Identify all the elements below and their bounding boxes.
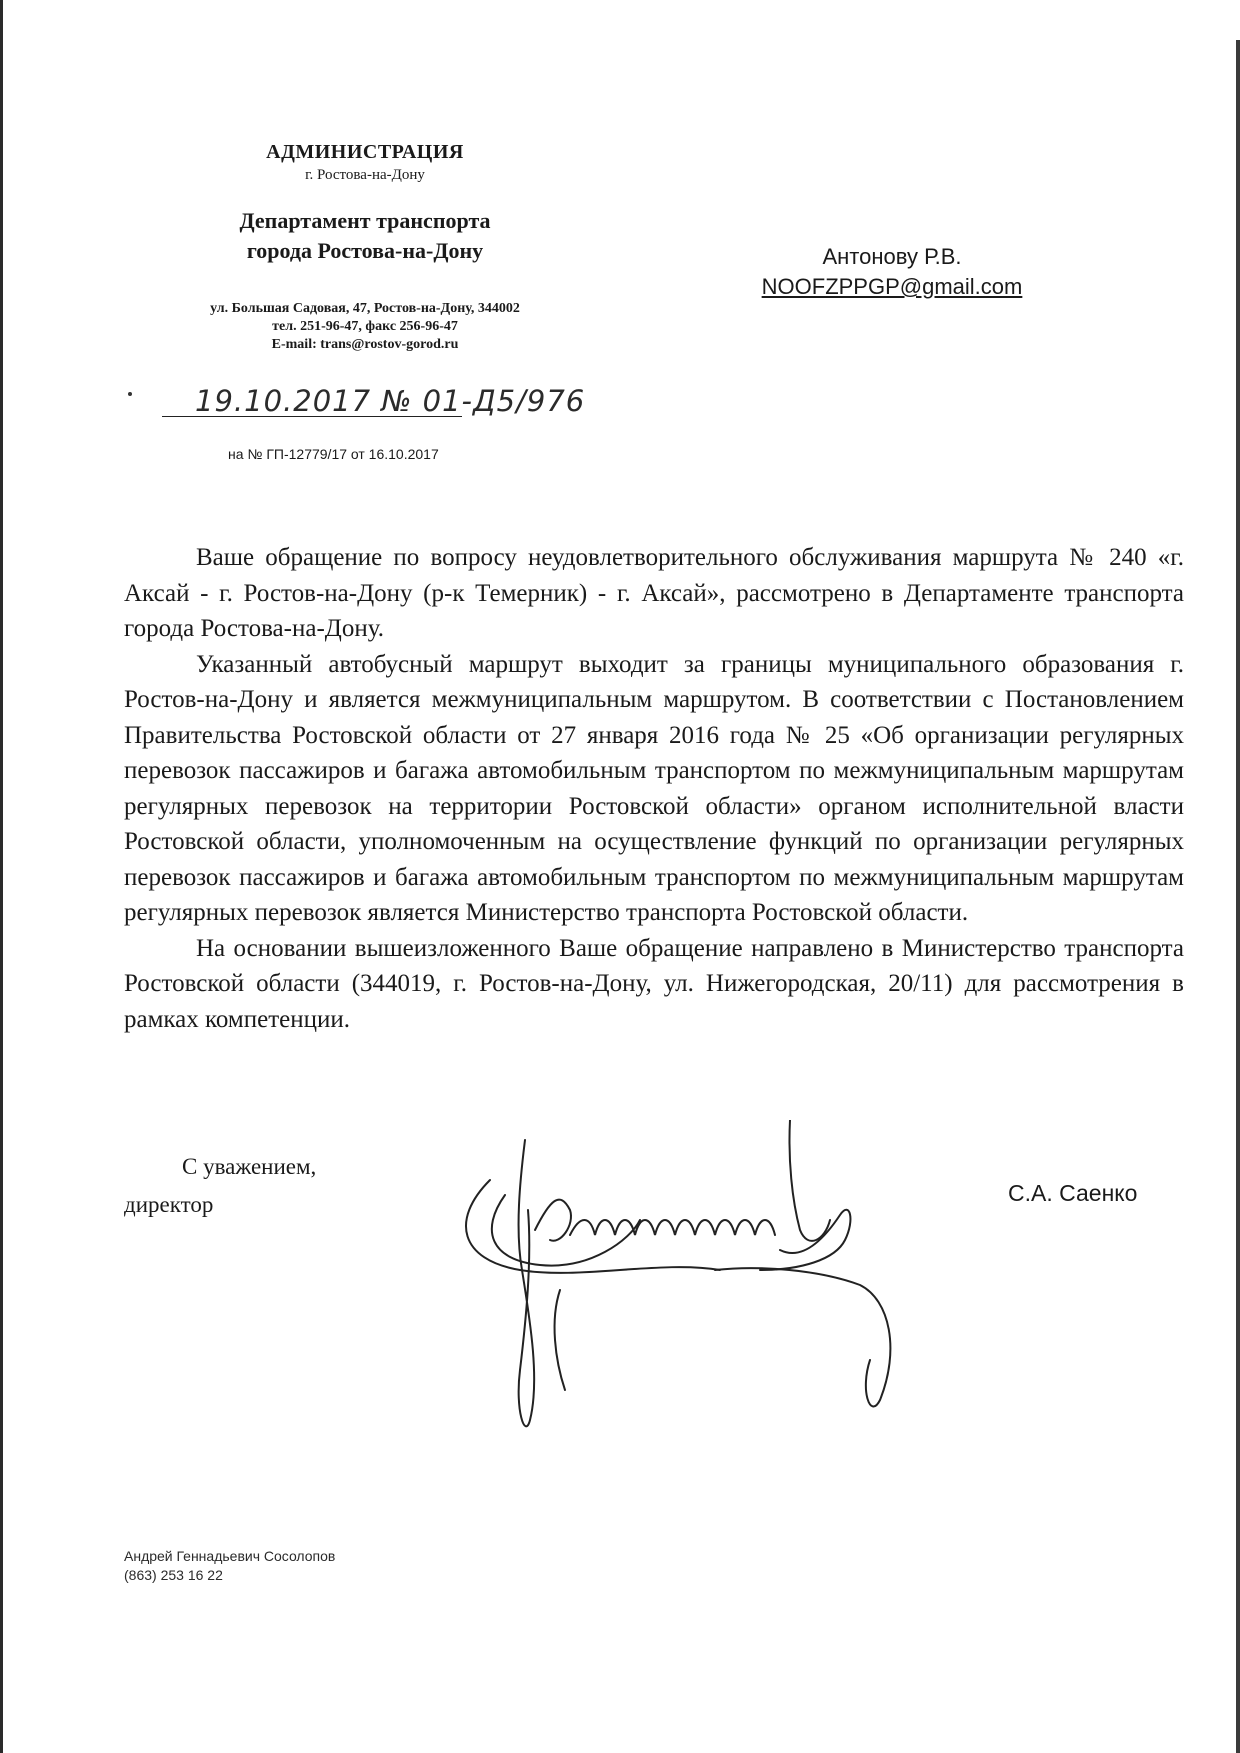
recipient-email: NOOFZPPGP@gmail.com	[761, 274, 1023, 299]
letterhead-address: ул. Большая Садовая, 47, Ростов-на-Дону, 344002	[210, 301, 520, 316]
letterhead-dept-line2: города Ростова-на-Дону	[246, 238, 484, 263]
body-paragraph-3: На основании вышеизложенного Ваше обращение направлено в Министерство транспорта Ростовской области (344019, г. Ростов-на-Дону, ул. Нижегородская, 20/11) для рассмотрения в рамках компетенции.	[124, 934, 1184, 1033]
scan-edge-left	[0, 0, 3, 1753]
signer-name: С.А. Саенко	[1008, 1180, 1138, 1206]
letter-body	[124, 540, 1184, 1037]
recipient-block	[732, 242, 1052, 302]
letterhead-phone: тел. 251-96-47, факс 256-96-47	[272, 319, 458, 334]
body-paragraph-1: Ваше обращение по вопросу неудовлетворительного обслуживания маршрута № 240 «г. Аксай - г. Ростов-на-Дону (р-к Темерник) - г. Аксай», рассмотрено в Департаменте транспорта города Ростова-на-Дону.	[124, 544, 1184, 642]
executor-block	[124, 1547, 335, 1585]
scan-dot	[128, 392, 132, 396]
letterhead-email: E-mail: trans@rostov-gorod.ru	[271, 337, 459, 352]
letterhead-dept-line1: Департамент транспорта	[239, 208, 491, 233]
closing-block	[124, 1148, 316, 1224]
executor-name: Андрей Геннадьевич Сосолопов	[124, 1548, 336, 1564]
closing-regards: С уважением,	[182, 1154, 317, 1179]
letterhead-admin: АДМИНИСТРАЦИЯ	[266, 141, 464, 163]
body-paragraph-2: Указанный автобусный маршрут выходит за границы муниципального образования г. Ростов-на-Дону и является межмуниципальным маршрутом. В соответствии с Постановлением Правительства Ростовской области от 27 января 2016 года № 25 «Об организации регулярных перевозок пассажиров и багажа автомобильным транспортом по межмуниципальным маршрутам регулярных перевозок на территории Ростовской области» органом исполнительной власти Ростовской области, уполномоченным на осуществление функций по организации регулярных перевозок пассажиров и багажа автомобильным транспортом по межмуниципальным маршрутам регулярных перевозок является Министерство транспорта Ростовской области.	[124, 650, 1184, 926]
executor-phone: (863) 253 16 22	[124, 1567, 223, 1583]
closing-position: директор	[124, 1192, 214, 1217]
registration-underline	[162, 416, 462, 417]
letterhead	[130, 140, 600, 354]
letterhead-city: г. Ростова-на-Дону	[305, 167, 425, 183]
scan-edge-right	[1236, 40, 1240, 1753]
registration-number: 19.10.2017 № 01-Д5/976	[195, 384, 586, 418]
registration-reference: на № ГП-12779/17 от 16.10.2017	[228, 446, 439, 462]
handwritten-signature	[460, 1120, 950, 1450]
recipient-name: Антонову Р.В.	[822, 244, 962, 269]
